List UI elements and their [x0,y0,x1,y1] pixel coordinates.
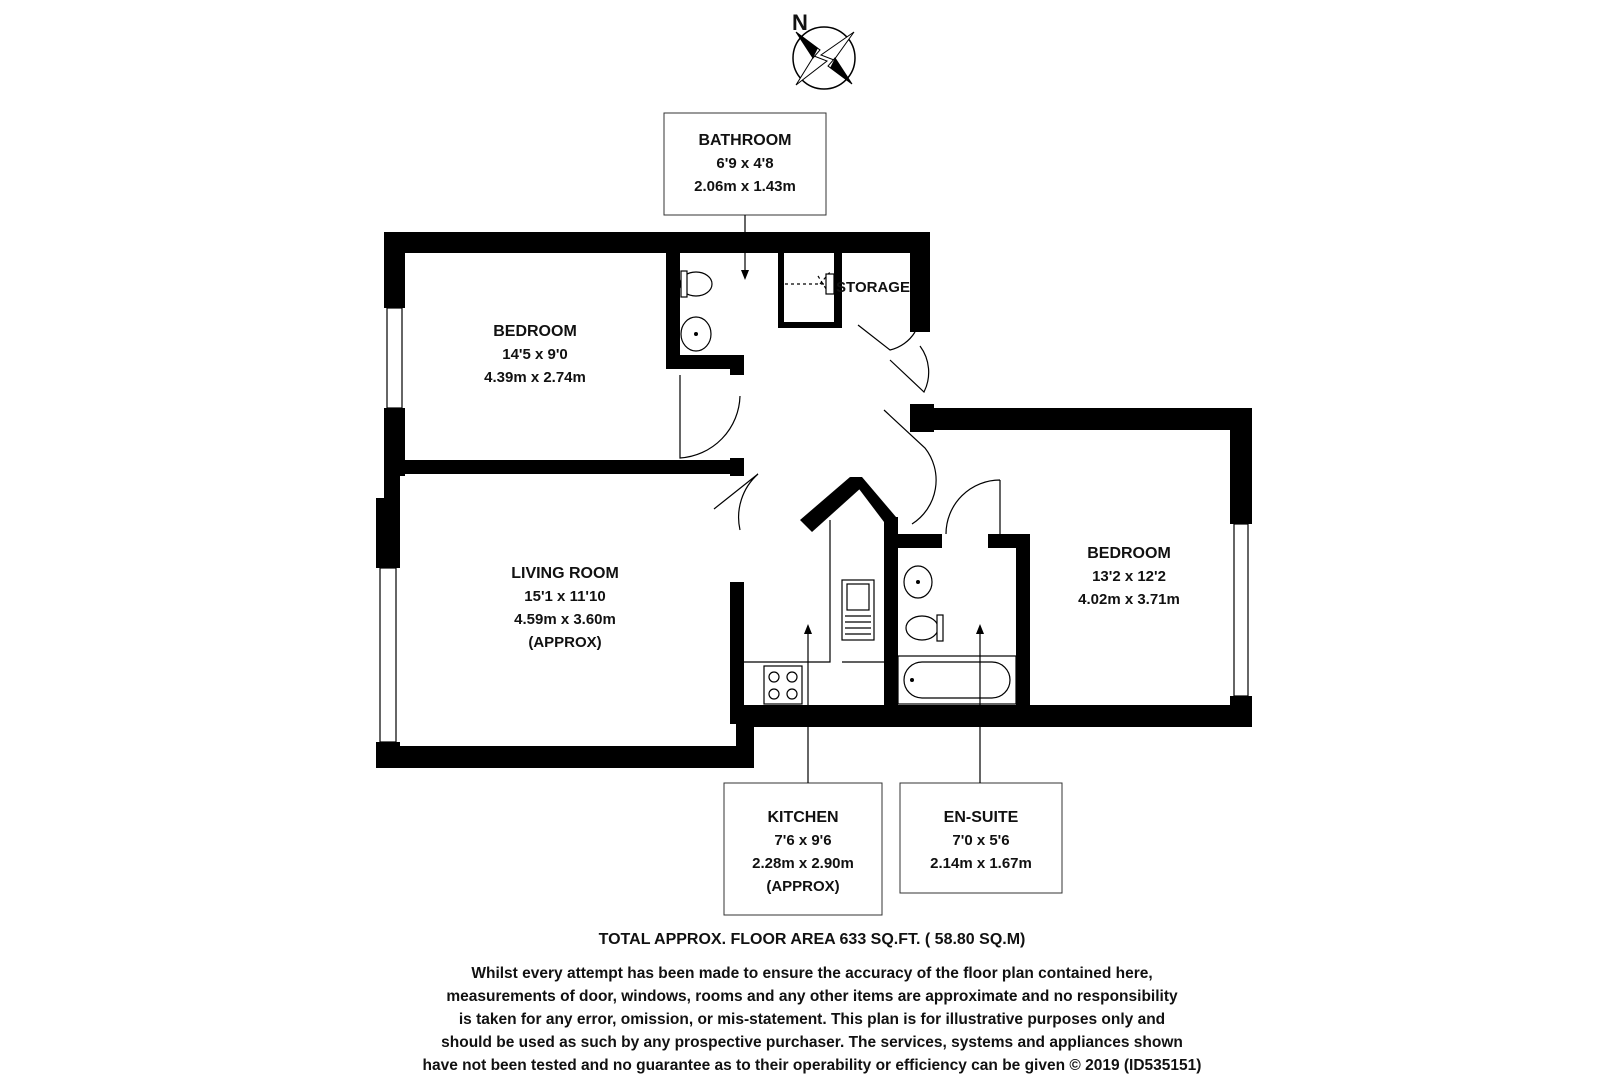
basin-icon [681,317,711,351]
room-label-living-room [511,565,619,651]
shower-icon [785,272,834,294]
bath-icon [898,656,1016,704]
bedroom-2-imperial: 13'2 x 12'2 [1092,568,1166,585]
compass-north-label: N [792,10,808,35]
ensuite-basin-icon [904,566,932,598]
kitchen-callout-box [724,783,882,915]
bathroom-name: BATHROOM [698,132,792,149]
bedroom-1-metric: 4.39m x 2.74m [484,369,586,386]
hob-icon [764,666,802,704]
bedroom-2-name: BEDROOM [1087,545,1171,562]
ensuite-toilet-icon [906,615,943,641]
room-label-storage [836,279,910,296]
en-suite-metric: 2.14m x 1.67m [930,855,1032,872]
compass [792,10,855,89]
bathroom-metric: 2.06m x 1.43m [694,178,796,195]
kitchen-imperial: 7'6 x 9'6 [774,832,832,849]
room-label-bedroom-1 [484,323,586,386]
kitchen-counter [744,520,830,662]
living-room-imperial: 15'1 x 11'10 [524,588,606,605]
kitchen-sink-icon [842,580,874,640]
disclaimer-line: is taken for any error, omission, or mis-statement. This plan is for illustrative purposes only and [458,1011,1166,1028]
bedroom-2-metric: 4.02m x 3.71m [1078,591,1180,608]
storage-name: STORAGE [836,279,910,296]
bathroom-imperial: 6'9 x 4'8 [716,155,774,172]
toilet-icon [680,271,712,297]
room-label-bedroom-2 [1078,545,1180,608]
bedroom-1-imperial: 14'5 x 9'0 [502,346,568,363]
kitchen-metric: 2.28m x 2.90m [752,855,854,872]
disclaimer-line: measurements of door, windows, rooms and any other items are approximate and no responsibility [446,988,1178,1005]
kitchen-name: KITCHEN [767,809,839,826]
disclaimer-line: Whilst every attempt has been made to ensure the accuracy of the floor plan contained here, [471,965,1153,982]
disclaimer-line: should be used as such by any prospective purchaser. The services, systems and appliances shown [441,1034,1183,1051]
en-suite-name: EN-SUITE [943,809,1019,826]
disclaimer [423,965,1202,1074]
en-suite-imperial: 7'0 x 5'6 [952,832,1010,849]
bedroom-1-name: BEDROOM [493,323,577,340]
walls [376,232,1252,768]
living-room-approx: (APPROX) [528,634,602,651]
disclaimer-line: have not been tested and no guarantee as to their operability or efficiency can be given © 2019 (ID535151) [422,1057,1202,1074]
living-room-name: LIVING ROOM [511,565,619,582]
kitchen-approx: (APPROX) [766,878,840,895]
living-room-metric: 4.59m x 3.60m [514,611,616,628]
compass-rose-icon [793,27,855,89]
total-floor-area: TOTAL APPROX. FLOOR AREA 633 SQ.FT. ( 58.80 SQ.M) [598,931,1026,948]
